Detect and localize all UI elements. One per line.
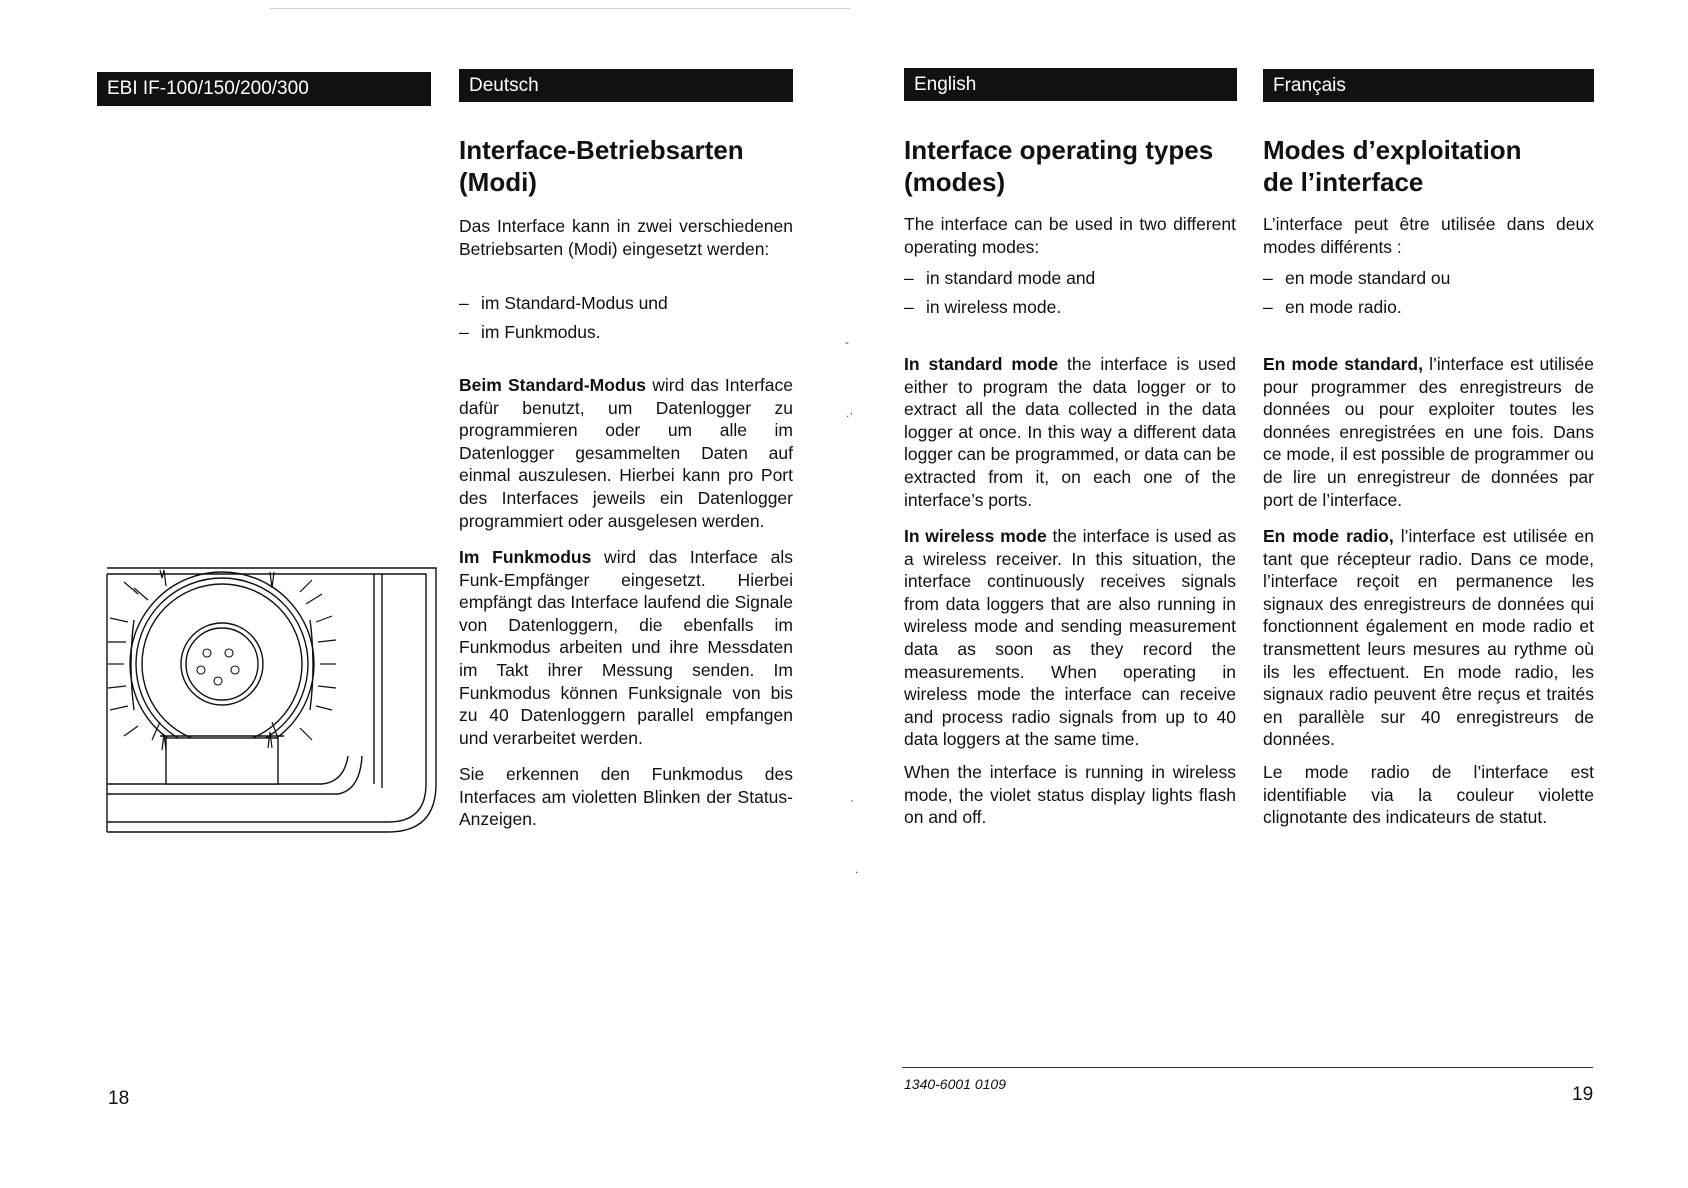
paragraph-status-fr: Le mode radio de l’interface est identifiable via la couleur violette clignotante des indicateurs de statut. [1263,762,1594,828]
language-label-de: Deutsch [469,75,539,96]
paragraph-standard-en [904,353,1236,511]
footer-rule [902,1067,1593,1068]
list-item: – in wireless mode. [904,293,1236,322]
paragraph-wireless-en [904,525,1236,751]
heading-de-line-1: Interface-Betriebsarten [459,135,744,165]
scan-speck: · [850,793,854,807]
paragraph-standard-de [459,374,793,532]
scan-speck: .· [846,406,854,420]
heading-en-line-2: (modes) [904,167,1006,197]
scan-speck: - [845,335,849,349]
intro-en: The interface can be used in two different operating modes: [904,214,1236,257]
term-wireless-de: Im Funkmodus [459,547,592,567]
list-item: – in standard mode and [904,264,1236,293]
heading-fr-line-2: de l’interface [1263,167,1424,197]
body-wireless-fr: l’interface est utilisée en tant que récepteur radio. Dans ce mode, l’interface reçoit en permanence les signaux des enregistreurs de données qui fonctionnent également en mode radio et transmettent leurs mesures au rythme où ils les effectuent. En mode radio, les signaux radio peuvent être reçus et traités en parallèle sur 40 enregistreurs de données. [1263,526,1594,750]
heading-de [459,134,799,198]
heading-en-line-1: Interface operating types [904,135,1214,165]
term-wireless-fr: En mode radio, [1263,526,1394,546]
scan-top-line [270,8,850,9]
body-standard-fr: l’interface est utilisée pour programmer des enregistreurs de données ou pour exploiter toutes les données enregistrées en une fois. Dans ce mode, il est possible de programmer ou de lire un enregistreur de données par port de l’interface. [1263,354,1594,510]
body-standard-en: the interface is used either to program the data logger or to extract all the data collected in the data logger at once. In this way a different data logger can be programmed, or data can be extracted from it, on each one of the interface’s ports. [904,354,1236,510]
header-bar-deutsch [459,69,793,102]
list-item: – im Standard-Modus und [459,289,793,318]
mode-list-de [459,289,793,346]
heading-fr-line-1: Modes d’exploitation [1263,135,1522,165]
heading-en [904,134,1244,198]
list-item: – en mode standard ou [1263,264,1594,293]
page-number-right: 19 [1572,1084,1594,1105]
body-wireless-en: the interface is used as a wireless receiver. In this situation, the interface continuously receives signals from data loggers that are also running in wireless mode and sending measurement data as soon as they record the measurements. When operating in wireless mode the interface can receive and process radio signals from up to 40 data loggers at the same time. [904,526,1236,750]
list-item: – im Funkmodus. [459,318,793,347]
mode-list-en [904,264,1236,321]
mode-list-fr [1263,264,1594,321]
paragraph-wireless-fr [1263,525,1594,751]
header-bar-product [97,72,431,106]
heading-de-line-2: (Modi) [459,167,537,197]
header-bar-english [904,68,1237,101]
term-standard-de: Beim Standard-Modus [459,375,647,395]
language-label-fr: Français [1273,75,1346,96]
header-bar-francais [1263,69,1594,102]
term-wireless-en: In wireless mode [904,526,1047,546]
heading-fr [1263,134,1603,198]
intro-fr: L’interface peut être utilisée dans deux modes différents : [1263,214,1594,257]
document-number: 1340-6001 0109 [904,1076,1006,1092]
language-label-en: English [914,74,977,95]
scan-speck: . [855,862,859,876]
interface-device-illustration [104,560,440,840]
paragraph-wireless-de [459,546,793,749]
body-wireless-de: wird das Interface als Funk-Empfänger eingesetzt. Hierbei empfängt das Interface laufend die Signale von Datenloggern, die ebenfalls im Funkmodus arbeiten und ihre Messdaten im Takt ihrer Messung senden. Im Funkmodus können Funksignale von bis zu 40 Datenloggern parallel empfangen und verarbeitet werden. [459,547,794,748]
intro-de: Das Interface kann in zwei verschiedenen Betriebsarten (Modi) eingesetzt werden: [459,216,793,259]
term-standard-en: In standard mode [904,354,1059,374]
body-standard-de: wird das Interface dafür benutzt, um Datenlogger zu programmieren oder um alle im Datenlogger gesammelten Daten auf einmal auszulesen. Hierbei kann pro Port des Interfaces jeweils ein Datenlogger programmiert oder ausgelesen werden. [459,375,793,531]
paragraph-status-de: Sie erkennen den Funkmodus des Interfaces am violetten Blinken der Status-Anzeigen. [459,764,793,830]
list-item: – en mode radio. [1263,293,1594,322]
page-number-left: 18 [108,1088,130,1109]
paragraph-standard-fr [1263,353,1594,511]
term-standard-fr: En mode standard, [1263,354,1423,374]
paragraph-status-en: When the interface is running in wireless mode, the violet status display lights flash on and off. [904,762,1236,828]
product-title: EBI IF-100/150/200/300 [107,78,309,99]
